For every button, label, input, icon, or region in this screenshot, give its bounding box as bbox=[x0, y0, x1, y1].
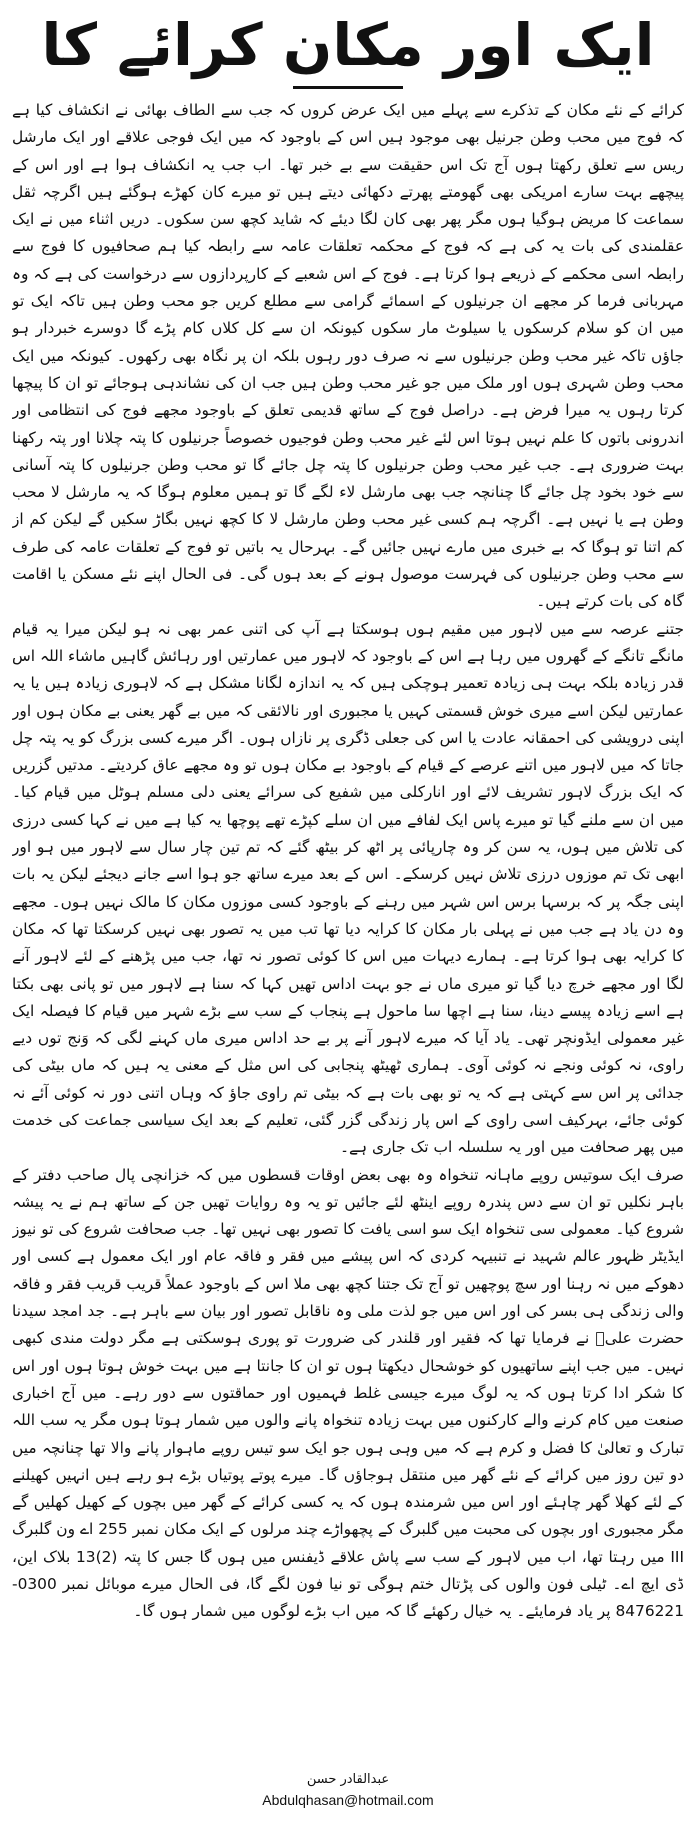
paragraph-lahore-residence: جتنے عرصہ سے میں لاہور میں مقیم ہوں ہوسکتا ہے آپ کی اتنی عمر بھی نہ ہو لیکن میرا یہ قیام مانگے تانگے کے گھروں میں رہا ہے اس کے باوجود کہ لاہور میں عمارتیں اور رہائش گاہیں ماشاء اللہ اس قدر زیادہ بلکہ بہت ہی زیادہ تعمیر ہوچکی ہیں کہ یہ اندازہ لگانا مشکل ہے کہ لاہوری زیادہ ہیں یا یہ عمارتیں لیکن اسے میری خوش قسمتی کہیں یا مجبوری اور نالائقی کہ میں بے گھر یعنی بے مکان ہوں اور اپنی درویشی کی احمقانہ عادت یا اس کی جعلی ڈگری پر نازاں ہوں۔ اگر میرے کسی بزرگ کو یہ پتہ چل جاتا کہ میں لاہور میں اتنے عرصے کے قیام کے باوجود بے مکان ہوں تو وہ مجھے عاق کردیتے۔ مدتیں گزریں کہ ایک بزرگ لاہور تشریف لائے اور انارکلی میں شفیع کی سرائے یعنی دلی مسلم ہوٹل میں قیام کیا۔ میں ان سے ملنے گیا تو میرے پاس ایک لفافے میں ان سلے کپڑے تھے پوچھا یہ کیا ہے میں نے کہا کسی درزی کی تلاش میں ہوں، یہ سن کر وہ چارپائی پر اٹھ کر بیٹھ گئے کہ تم تین چار سال سے لاہور میں ہو اور ابھی تک تم موزوں درزی تلاش نہیں کرسکے۔ اس کے بعد میرے ساتھ جو ہوا اسے جانے دیجئے لیکن یہ بات اپنی جگہ پر کہ برسہا برس اس شہر میں رہنے کے باوجود کسی موزوں مکان کا مالک نہیں ہوں۔ مجھے وہ دن یاد ہے جب میں نے پہلی بار مکان کا کرایہ دیا تھا تب میں یہ تصور بھی نہیں کرسکتا تھا کہ مکان کا کرایہ بھی ہوا کرتا ہے۔ ہمارے دیہات میں اس کا کوئی تصور نہ تھا، جب میں پڑھنے کے لئے لاہور آنے لگا اور مجھے خرچ دیا گیا تو میری ماں نے جو بہت اداس تھیں کہا کہ سنا ہے لاہور میں تو پانی بھی بکتا ہے اسے زیادہ پیسے دینا، سنا ہے اچھا سا ماحول ہے پنجاب کے سب سے بڑے شہر میں قیام کا فیصلہ ایک غیر معمولی ایڈونچر تھی۔ یاد آیا کہ میرے لاہور آنے پر بے حد اداس میری ماں کہنے لگی کہ وَنج توں دیے راوی، نہ کوئی ونجے نہ کوئی آوی۔ ہماری ٹھیٹھ پنجابی کی اس مثل کے معنی یہ ہیں کہ ماں بیٹی کی جدائی پر اس سے کہتی ہے کہ یہ تو بھی بات ہے کہ بیٹی تم راوی جاؤ کہ وہاں اتنی دور نہ کوئی آئے نہ کوئی جائے، بہرکیف اسی راوی کے اس پار زندگی گزر گئی، تعلیم کے بعد ایک سیاسی جماعت کی خدمت میں پھر صحافت میں اور یہ سلسلہ اب تک جاری ہے۔ bbox=[12, 619, 684, 1157]
author-name: عبدالقادر حسن bbox=[306, 1772, 390, 1787]
author-byline bbox=[0, 1770, 696, 1810]
paragraph-military-generals: کرائے کے نئے مکان کے تذکرے سے پہلے میں ایک عرض کروں کہ جب سے الطاف بھائی نے انکشاف کیا ہے کہ فوج میں محب وطن جرنیل بھی موجود ہیں اس کے باوجود کہ میں ایک فوجی علاقے اور ایک مارشل ریس سے تعلق رکھتا ہوں آج تک اس حقیقت سے بے خبر تھا۔ اب جب یہ انکشاف ہوا ہے اور اس کے پیچھے بہت سارے امریکی بھی گھومتے پھرتے دکھائی دیتے ہیں تو میرے کان کھڑے ہوگئے ہیں اگرچہ ثقل سماعت کا مریض ہوگیا ہوں مگر پھر بھی کان لگا دیئے کہ شاید کچھ سن سکوں۔ دریں اثناء میں نے ایک عقلمندی کی بات یہ کی ہے کہ فوج کے محکمہ تعلقات عامہ سے رابطہ کیا ہم صحافیوں کا فوج سے رابطہ اسی محکمے کے ذریعے ہوا کرتا ہے۔ فوج کے اس شعبے کے کارپردازوں سے درخواست کی ہے کہ وہ مہربانی فرما کر مجھے ان جرنیلوں کے اسمائے گرامی سے مطلع کریں جو محب وطن ہیں تاکہ ایک تو میں ان کو سلام کرسکوں یا سیلوٹ مار سکوں کیونکہ ان سے کل کلاں کام پڑے گا دوسرے خبردار ہو جاؤں تاکہ غیر محب وطن جرنیلوں سے نہ صرف دور رہوں بلکہ ان پر نگاہ بھی رکھوں۔ کیونکہ میں ایک محب وطن شہری ہوں اور ملک میں جو غیر محب وطن ہیں جب ان کی نشاندہی ہوجائے تو ان کا پیچھا کرتا رہوں یہ میرا فرض ہے۔ دراصل فوج کے ساتھ قدیمی تعلق کے باوجود مجھے فوج کی انتظامی اور اندرونی باتوں کا علم نہیں ہوتا اس لئے غیر محب وطن فوجیوں خصوصاً جرنیلوں کا پتہ چلانا اور پتہ رکھنا بہت ضروری ہے۔ جب غیر محب وطن جرنیلوں کا پتہ چل جائے گا تو محب وطن جرنیلوں کا پتہ آسانی سے خود بخود چل جائے گا چنانچہ جب بھی مارشل لاء لگے گا تو ہمیں معلوم ہوگا کہ یہ مارشل لا محب وطن ہے یا نہیں ہے۔ اگرچہ ہم کسی غیر محب وطن مارشل لا کا کچھ نہیں بگاڑ سکیں گے لیکن کم از کم اتنا تو ہوگا کہ بے خبری میں مارے نہیں جائیں گے۔ بہرحال یہ باتیں تو فوج کے تعلقات عامہ کی طرف سے محب وطن جرنیلوں کی فہرست موصول ہونے کے بعد ہوں گی۔ فی الحال اپنے نئے مسکن یا اقامت گاہ کی بات کرتے ہیں۔ bbox=[12, 101, 684, 611]
column-body bbox=[12, 97, 684, 1677]
column-headline: ایک اور مکان کرائے کا bbox=[41, 11, 655, 79]
headline-underline bbox=[293, 86, 403, 89]
author-email: Abdulqhasan@hotmail.com bbox=[262, 1792, 434, 1808]
paragraph-journalism-salary: صرف ایک سوتیس روپے ماہانہ تنخواہ وہ بھی بعض اوقات قسطوں میں کہ خزانچی پال صاحب دفتر کے باہر نکلیں تو ان سے دس پندرہ روپے اینٹھ لئے جائیں تو یہ وہ روایات تھیں جن کے ساتھ ہم نے یہ پیشہ شروع کیا۔ معمولی سی تنخواہ ایک سو اسی یافت کا تصور بھی نہیں تھا۔ جب صحافت شروع کی تو نیوز ایڈیٹر ظہور عالم شہید نے تنبیہہ کردی کہ اس پیشے میں فقر و فاقہ عام اور ایک معمول ہے کسی اور دھوکے میں نہ رہنا اور سچ پوچھیں تو آج تک جتنا کچھ بھی ملا اس کے باوجود عملاً قریب قریب فقر و فاقہ والی زندگی ہی بسر کی اور اس میں جو لذت ملی وہ ناقابل تصور اور بیان سے باہر ہے۔ جد امجد سیدنا حضرت علیؓ نے فرمایا تھا کہ فقیر اور قلندر کی ضرورت تو پوری ہوسکتی ہے مگر دولت مندی کبھی نہیں۔ میں جب اپنے ساتھیوں کو خوشحال دیکھتا ہوں تو ان کا جانتا ہے میں بہت خوش ہوتا ہوں اور اس کا شکر ادا کرتا ہوں کہ یہ لوگ میرے جیسی غلط فہمیوں اور حماقتوں سے دور رہے۔ میں آج اخباری صنعت میں کام کرنے والے کارکنوں میں بہت زیادہ تنخواہ پانے والوں میں شمار ہوتا ہوں مگر یہ سب اللہ تبارک و تعالیٰ کا فضل و کرم ہے کہ میں وہی ہوں جو ایک سو تیس روپے ماہوار پانے والا تھا چنانچہ میں دو تین روز میں کرائے کے نئے گھر میں منتقل ہوجاؤں گا۔ میرے پوتے پوتیاں بڑے ہو رہے ہیں انہیں کھیلنے کے لئے کھلا گھر چاہئے اور اس میں شرمندہ ہوں کہ یہ کسی کرائے کے گھر میں بچوں کے کھیل کھلیں گے مگر مجبوری اور بچوں کی محبت میں گلبرگ کے پچھواڑے چند مرلوں کے ایک مکان نمبر 255 اے ون گلبرگ III میں رہتا تھا، اب میں لاہور کے سب سے پاش علاقے ڈیفنس میں ہوں گا جس کا پتہ (2)13 بلاک این، ڈی ایچ اے۔ ٹیلی فون والوں کی پڑتال ختم ہوگی تو نیا فون لگے گا، فی الحال میرے موبائل نمبر 0300-8476221 پر یاد فرمایئے۔ یہ خیال رکھئے گا کہ میں اب بڑے لوگوں میں شمار ہوں گا۔ bbox=[12, 1165, 684, 1621]
